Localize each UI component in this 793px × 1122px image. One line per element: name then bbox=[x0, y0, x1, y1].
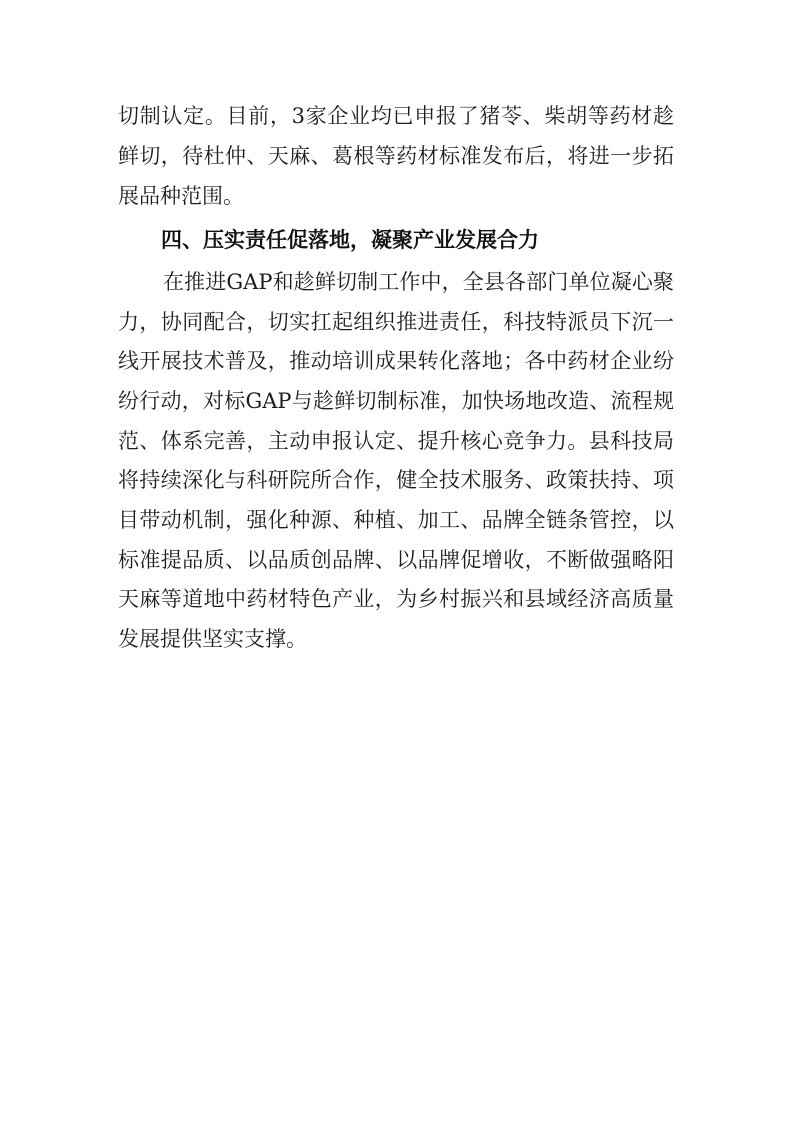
paragraph-line bbox=[0, 621, 793, 657]
paragraph-text: 切制认定。目前，3家企业均已申报了猪苓、柴胡等药材趁 bbox=[118, 104, 674, 128]
paragraph-text: 力，协同配合，切实扛起组织推进责任，科技特派员下沉一 bbox=[118, 310, 674, 334]
paragraph-text: 天麻等道地中药材特色产业，为乡村振兴和县域经济高质量 bbox=[118, 587, 674, 611]
paragraph-text: 发展提供坚实支撑。 bbox=[118, 627, 307, 651]
paragraph-text: 将持续深化与科研院所合作，健全技术服务、政策扶持、项 bbox=[118, 468, 674, 492]
paragraph-text: 范、体系完善，主动申报认定、提升核心竞争力。县科技局 bbox=[118, 429, 674, 453]
paragraph-line bbox=[0, 138, 793, 174]
paragraph-text: 目带动机制，强化种源、种植、加工、品牌全链条管控，以 bbox=[118, 508, 674, 532]
paragraph-line bbox=[0, 383, 793, 419]
paragraph-text: 在推进GAP和趁鲜切制工作中，全县各部门单位凝心聚 bbox=[163, 270, 674, 294]
paragraph-line bbox=[0, 264, 793, 300]
paragraph-text: 展品种范围。 bbox=[118, 184, 244, 208]
section-heading-line bbox=[0, 222, 793, 258]
section-heading: 四、压实责任促落地，凝聚产业发展合力 bbox=[161, 228, 539, 252]
paragraph-line bbox=[0, 423, 793, 459]
paragraph-line bbox=[0, 581, 793, 617]
paragraph-line bbox=[0, 542, 793, 578]
paragraph-text: 纷行动，对标GAP与趁鲜切制标准，加快场地改造、流程规 bbox=[118, 389, 674, 413]
paragraph-line bbox=[0, 502, 793, 538]
paragraph-line bbox=[0, 462, 793, 498]
paragraph-text: 鲜切，待杜仲、天麻、葛根等药材标准发布后，将进一步拓 bbox=[118, 144, 674, 168]
paragraph-line bbox=[0, 343, 793, 379]
paragraph-text: 标准提品质、以品质创品牌、以品牌促增收，不断做强略阳 bbox=[118, 548, 674, 572]
paragraph-text: 线开展技术普及，推动培训成果转化落地；各中药材企业纷 bbox=[118, 349, 674, 373]
paragraph-line bbox=[0, 304, 793, 340]
paragraph-line bbox=[0, 98, 793, 134]
paragraph-line bbox=[0, 178, 793, 214]
